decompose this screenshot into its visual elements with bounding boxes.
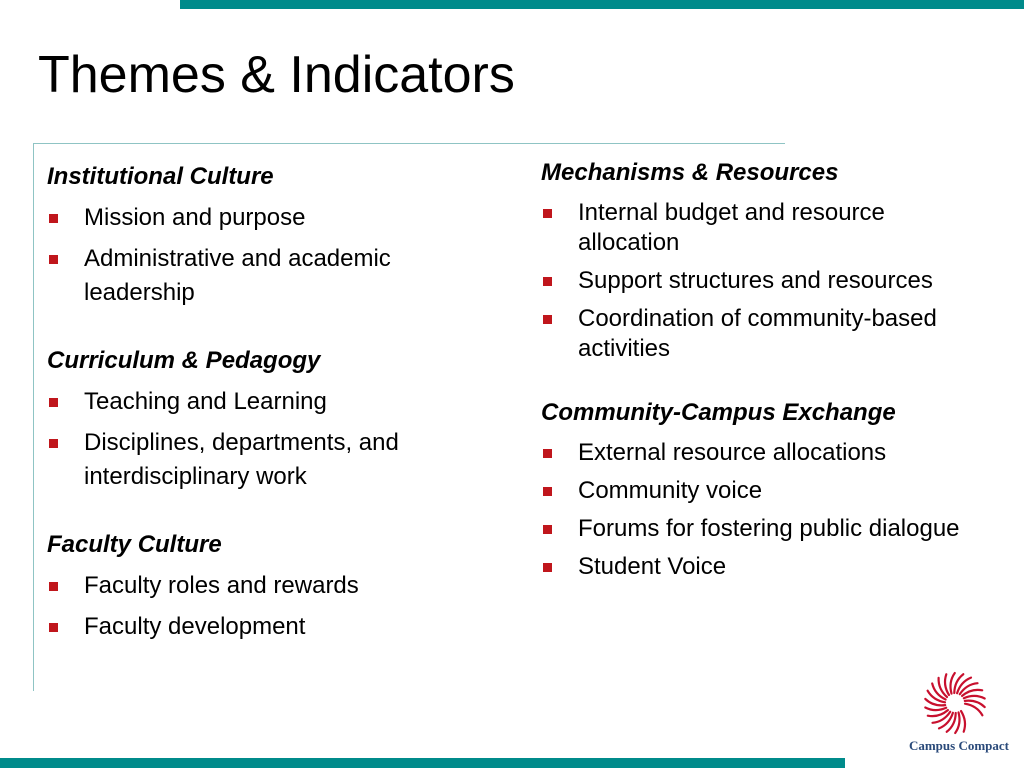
list-item — [541, 552, 991, 582]
square-bullet-icon — [543, 209, 552, 218]
list-item — [47, 385, 487, 419]
section-mechanisms-resources — [541, 156, 991, 364]
list-item-text: Administrative and academic leadership — [84, 245, 391, 306]
list-item — [541, 514, 991, 544]
section-heading: Faculty Culture — [47, 531, 222, 558]
content-frame-top-border — [33, 143, 785, 144]
section-community-campus-exchange — [541, 396, 991, 582]
list-item-text: External resource allocations — [578, 439, 887, 466]
square-bullet-icon — [49, 398, 58, 407]
bullet-list — [47, 201, 487, 310]
list-item — [541, 266, 991, 296]
square-bullet-icon — [49, 582, 58, 591]
sunburst-icon — [920, 668, 990, 738]
list-item-text: Faculty development — [84, 613, 306, 640]
top-accent-bar — [180, 0, 1024, 9]
square-bullet-icon — [543, 563, 552, 572]
slide-title: Themes & Indicators — [38, 46, 515, 104]
section-heading: Community-Campus Exchange — [541, 399, 896, 426]
list-item — [541, 198, 991, 258]
list-item-text: Community voice — [578, 477, 763, 504]
bullet-list — [541, 438, 991, 582]
square-bullet-icon — [49, 623, 58, 632]
list-item — [47, 426, 487, 494]
square-bullet-icon — [543, 315, 552, 324]
list-item-text: Mission and purpose — [84, 204, 306, 231]
content-frame-left-border — [33, 143, 34, 691]
logo-text: Campus Compact — [908, 738, 1010, 753]
list-item-text: Teaching and Learning — [84, 388, 327, 415]
list-item-text: Support structures and resources — [578, 267, 933, 294]
list-item — [541, 304, 991, 364]
square-bullet-icon — [543, 487, 552, 496]
left-column — [47, 160, 487, 644]
list-item-text: Forums for fostering public dialogue — [578, 515, 960, 542]
campus-compact-logo — [900, 668, 1018, 760]
square-bullet-icon — [49, 439, 58, 448]
bullet-list — [47, 385, 487, 494]
list-item — [47, 201, 487, 235]
list-item — [541, 438, 991, 468]
list-item-text: Faculty roles and rewards — [84, 572, 359, 599]
square-bullet-icon — [543, 449, 552, 458]
section-curriculum-pedagogy — [47, 344, 487, 494]
square-bullet-icon — [543, 525, 552, 534]
square-bullet-icon — [49, 214, 58, 223]
section-institutional-culture — [47, 160, 487, 310]
list-item-text: Student Voice — [578, 553, 727, 580]
bullet-list — [47, 569, 487, 644]
right-column — [541, 156, 991, 582]
list-item — [47, 610, 487, 644]
list-item — [47, 242, 487, 310]
section-heading: Curriculum & Pedagogy — [47, 347, 321, 374]
bottom-accent-bar — [0, 758, 845, 768]
list-item-text: Internal budget and resource allocation — [578, 199, 885, 256]
square-bullet-icon — [49, 255, 58, 264]
list-item-text: Disciplines, departments, and interdisciplinary work — [84, 429, 399, 490]
section-heading: Institutional Culture — [47, 163, 274, 190]
bullet-list — [541, 198, 991, 364]
list-item — [47, 569, 487, 603]
square-bullet-icon — [543, 277, 552, 286]
list-item-text: Coordination of community-based activities — [578, 305, 937, 362]
section-heading: Mechanisms & Resources — [541, 159, 839, 186]
section-faculty-culture — [47, 528, 487, 644]
list-item — [541, 476, 991, 506]
